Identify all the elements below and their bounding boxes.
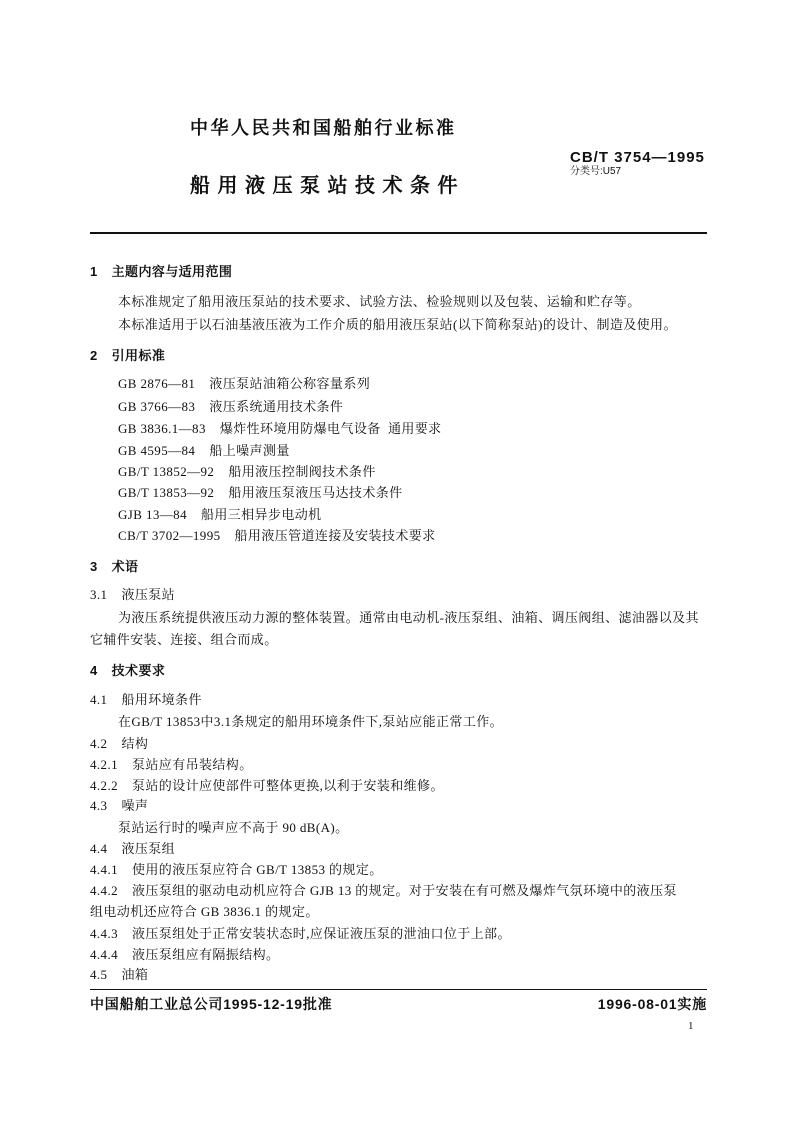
clause-number: 4.1 xyxy=(90,692,108,707)
section-heading xyxy=(90,348,165,364)
clause-continuation: 组电动机还应符合 GB 3836.1 的规定。 xyxy=(90,904,319,919)
clause-number: 4.3 xyxy=(90,798,108,813)
reference-title: 船用液压泵液压马达技术条件 xyxy=(228,485,403,500)
clause xyxy=(90,757,253,773)
reference-code: GB 3766—83 xyxy=(118,399,196,414)
clause-heading xyxy=(90,841,175,857)
section-number: 1 xyxy=(90,264,98,279)
paragraph: 本标准规定了船用液压泵站的技术要求、试验方法、检验规则以及包装、运输和贮存等。 xyxy=(118,294,641,309)
clause-text: 泵站应有吊装结构。 xyxy=(132,757,253,772)
reference-code: GJB 13—84 xyxy=(118,507,187,522)
clause-number: 3.1 xyxy=(90,587,108,602)
reference-code: GB/T 13852—92 xyxy=(118,464,215,479)
clause xyxy=(90,947,279,963)
reference-title: 船用三相异步电动机 xyxy=(200,507,322,522)
effective-date: 1996-08-01实施 xyxy=(597,996,707,1012)
section-title: 技术要求 xyxy=(111,663,166,678)
clause-title: 结构 xyxy=(121,736,149,751)
reference-title: 船用液压管道连接及安装技术要求 xyxy=(234,528,436,543)
reference-item xyxy=(118,421,442,437)
paragraph: 本标准适用于以石油基液压液为工作介质的船用液压泵站(以下简称泵站)的设计、制造及使用。 xyxy=(118,317,677,332)
reference-title: 船上噪声测量 xyxy=(209,443,290,458)
header-divider xyxy=(90,232,707,234)
footer-divider xyxy=(90,989,707,990)
clause-title: 船用环境条件 xyxy=(121,692,202,707)
clause-heading xyxy=(90,587,175,603)
section-heading xyxy=(90,663,165,679)
clause-number: 4.5 xyxy=(90,967,108,982)
section-heading xyxy=(90,264,232,280)
section-title: 主题内容与适用范围 xyxy=(111,264,233,279)
reference-item xyxy=(118,399,343,415)
paragraph: 在GB/T 13853中3.1条规定的船用环境条件下,泵站应能正常工作。 xyxy=(118,714,504,729)
reference-title: 爆炸性环境用防爆电气设备 通用要求 xyxy=(219,421,442,436)
clause-heading xyxy=(90,798,148,814)
clause-heading xyxy=(90,692,202,708)
reference-code: GB 4595—84 xyxy=(118,443,196,458)
clause-title: 噪声 xyxy=(121,798,149,813)
document-title: 船用液压泵站技术条件 xyxy=(190,175,465,197)
clause-number: 4.4.1 xyxy=(90,862,118,877)
clause xyxy=(90,778,444,794)
clause-title: 液压泵组 xyxy=(121,841,176,856)
clause-number: 4.4.2 xyxy=(90,883,118,898)
clause xyxy=(90,862,383,878)
reference-item xyxy=(118,507,322,523)
reference-item xyxy=(118,485,403,501)
classification-code: 分类号:U57 xyxy=(570,166,622,177)
section-title: 引用标准 xyxy=(111,348,166,363)
clause-text: 液压泵组的驱动电动机应符合 GJB 13 的规定。对于安装在有可燃及爆炸气氛环境中的液压泵 xyxy=(132,883,677,898)
section-number: 2 xyxy=(90,348,98,363)
clause xyxy=(90,883,677,899)
section-number: 4 xyxy=(90,663,98,678)
clause-number: 4.2 xyxy=(90,736,108,751)
reference-title: 液压系统通用技术条件 xyxy=(209,399,344,414)
reference-code: CB/T 3702—1995 xyxy=(118,528,221,543)
clause-number: 4.2.1 xyxy=(90,757,118,772)
reference-title: 液压泵站油箱公称容量系列 xyxy=(209,376,371,391)
reference-item xyxy=(118,528,436,544)
reference-item xyxy=(118,464,376,480)
clause-number: 4.4.4 xyxy=(90,947,118,962)
clause-number: 4.4.3 xyxy=(90,926,118,941)
paragraph-continuation: 它辅件安装、连接、组合而成。 xyxy=(90,632,278,647)
clause-number: 4.2.2 xyxy=(90,778,118,793)
section-heading xyxy=(90,559,138,575)
clause-text: 泵站的设计应使部件可整体更换,以利于安装和维修。 xyxy=(132,778,444,793)
clause-title: 油箱 xyxy=(121,967,149,982)
clause-heading xyxy=(90,967,148,983)
reference-item xyxy=(118,376,370,392)
reference-code: GB 3836.1—83 xyxy=(118,421,206,436)
paragraph: 为液压系统提供液压动力源的整体装置。通常由电动机-液压泵组、油箱、调压阀组、滤油器以及其 xyxy=(118,610,699,625)
clause-number: 4.4 xyxy=(90,841,108,856)
clause xyxy=(90,926,511,942)
reference-code: GB/T 13853—92 xyxy=(118,485,215,500)
reference-code: GB 2876—81 xyxy=(118,376,196,391)
clause-text: 液压泵组处于正常安装状态时,应保证液压泵的泄油口位于上部。 xyxy=(132,926,511,941)
reference-title: 船用液压控制阀技术条件 xyxy=(228,464,376,479)
approval-line: 中国船舶工业总公司1995-12-19批准 xyxy=(90,996,333,1012)
paragraph: 泵站运行时的噪声应不高于 90 dB(A)。 xyxy=(118,820,349,835)
section-number: 3 xyxy=(90,559,98,574)
page-number: 1 xyxy=(688,1020,694,1032)
org-title: 中华人民共和国船舶行业标准 xyxy=(190,118,457,138)
section-title: 术语 xyxy=(111,559,139,574)
reference-item xyxy=(118,443,290,459)
clause-heading xyxy=(90,736,148,752)
standard-number: CB/T 3754—1995 xyxy=(570,149,705,166)
clause-title: 液压泵站 xyxy=(121,587,176,602)
clause-text: 使用的液压泵应符合 GB/T 13853 的规定。 xyxy=(132,862,383,877)
clause-text: 液压泵组应有隔振结构。 xyxy=(132,947,280,962)
